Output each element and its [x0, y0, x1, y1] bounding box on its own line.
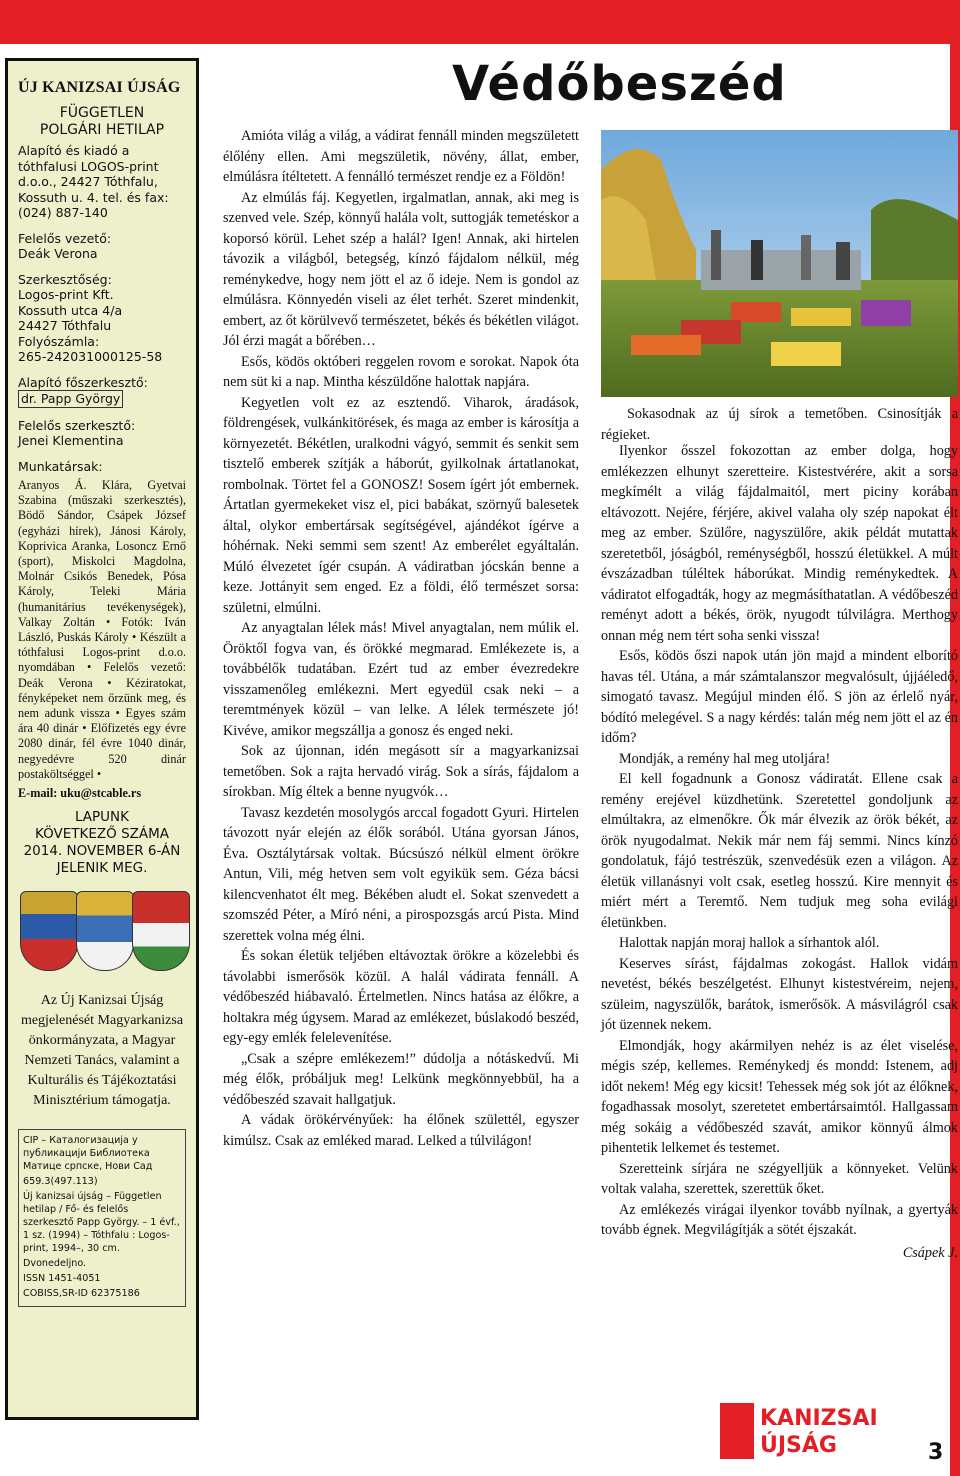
paragraph: „Csak a szépre emlékezem!” dúdolja a nótáskedvű. Mi még élők, próbáljuk meg! Lelkünk megkönnyebbül, ha a védőbeszéd szavait hallgatjuk.	[223, 1050, 579, 1108]
account-label: Folyószámla:	[18, 333, 100, 349]
staff-label: Munkatársak:	[18, 458, 103, 474]
logo-text-top: KANIZSAI	[760, 1406, 878, 1431]
article-column-1	[223, 126, 579, 1151]
logo-text-bottom: ÚJSÁG	[760, 1433, 837, 1458]
next-issue-notice: LAPUNK KÖVETKEZŐ SZÁMA 2014. NOVEMBER 6-ÁN JELENIK MEG.	[23, 809, 181, 877]
article-author: Csápek J.	[902, 1244, 958, 1261]
paragraph: A vádak örökérvényűek: ha élőnek születtél, egyszer kimúlsz. Csak az emléked marad. Lelked a túlvilágon!	[223, 1112, 579, 1149]
contact-email: E-mail: uku@stcable.rs	[18, 786, 142, 801]
newspaper-logo	[720, 1403, 880, 1463]
paragraph: Tavasz kezdetén mosolygós arccal fogadott Gyuri. Hirtelen távozott nyár elején az élők sorából. Utána gyorsan János, Éva. Osztálytársak voltak. Búcsúszó nélkül elment örökre Antun, Vili, még hetven sem volt egyikük sem. Géza bácsi kilencvenhatot élt meg. Békében aludt el. Sokat szenvedett a szomszéd Péter, a Míró néni, a pirospozsgás arcú Pista. Mind szerettek volna még élni.	[223, 804, 579, 944]
photo-caption: Sokasodnak az új sírok a temetőben. Csinosítják a régieket.	[601, 406, 958, 443]
founding-editor-name: dr. Papp György	[18, 390, 123, 408]
founder-info: Alapító és kiadó a tóthfalusi LOGOS-print d.o.o., 24427 Tóthfalu, Kossuth u. 4. tel. és fax: (024) 887-140	[18, 143, 169, 220]
paragraph: Ilyenkor ősszel fokozottan az ember dolga, hogy emlékezzen elhunyt szeretteire. Kistestvérére, akit a sorsa megkímélt a világ fájdalmaitól, mert piciny korában eltávozott. Nejére, férjére, akivel valaha oly szép napokat élt meg az ember. Szülőre, nagyszülőre, akik példát mutattak szeretetből, jóságból, reménységből, hosszú életükkel. A múlt évszázadban túléltek háborúkat. Mindig reménykedtek. A vádiratot elfogadták, hogy az megmásíthatatlan. A védőbeszéd reményt adott a békés, örök, nyugodt túlvilágra. Merthogy onnan még nem tért soha senki vissza!	[601, 443, 958, 644]
paragraph: Sok az újonnan, idén megásott sír a magyarkanizsai temetőben. Sok a rajta hervadó virág. Sok a sírás, fájdalom a sírokban. Míg éltek a benne nyugvók…	[223, 743, 579, 800]
editor-label: Felelős szerkesztő:	[18, 417, 136, 433]
paragraph: Elmondják, hogy akármilyen nehéz is az élet viselése, mégis szép, kellemes. Reménykedj és mondd: Istenem, adj időt nekem! Még egy kicsit! Tehessek még sok jót az élőknek, fogadhassak mosolyt, szeretetet embertársaimtól. Hallgassam még sokáig a védőbeszéd szavát, amikor könnyű álmok pihentetik lelkemet és testemet.	[601, 1037, 958, 1156]
paragraph: El kell fogadnunk a Gonosz vádiratát. Ellene csak a remény erejével küzdhetünk. Szeretettel gondoljunk az elmúltakra, az elmenőkre. Ők már élvezik az örök békét, az örök nyugodalmat. Nekik már nem fáj semmi. Nincs kínzó gondolatuk, fájó testrészük, szenvedésük ezen a világon. Az életük villanásnyi volt csak, esetleg hosszú. Kire mennyit és miért mért a Teremtő. Nem tudjuk meg soha evilági életünkben.	[601, 771, 958, 931]
article-column-2	[601, 441, 958, 1263]
paragraph: Kegyetlen volt ez az esztendő. Viharok, áradások, földrengések, vulkánkitörések, és maga az ember is károsítja a környezetét. Békétlen, uralkodni vágyó, semmit és senkit sem tisztelő emberek szítják a háborút, gyilkolnak ártatlanokat, rombolnak. Törtet fel a GONOSZ! Sosem ígért jót embernek. Ártatlan gyermekeket visz el, pici babákat, szörnyű balesetek által, olykor embertársak segítségével, ajándékot ígérve a hóhérnak. Neki semmi sem szent! Az emberélet egyáltalán. Múló élvezetet ígér csupán. A vádiratban jócskán benne a keze. Jottányit sem enged. Ez a földi, élő természet sorsa: születni, elmúlni.	[223, 394, 579, 616]
editor-name: Jenei Klementina	[18, 433, 124, 448]
logo-mark-icon	[720, 1403, 754, 1459]
paragraph: Esős, ködös októberi reggelen rovom e sorokat. Napok óta nem süt ki a nap. Mintha készüldőne halottak napjára.	[223, 353, 579, 390]
paragraph: Amióta világ a világ, a vádirat fennáll minden megszületett élőlény ellen. Ami megszületik, növény, állat, ember, elmúlásra ítéltetett. A fennálló természet rendje ez a Földön!	[223, 128, 579, 185]
editorial-label: Szerkesztőség:	[18, 271, 112, 287]
page-number: 3	[928, 1440, 944, 1465]
editorial-city: 24427 Tóthfalu	[18, 318, 112, 333]
coats-of-arms	[18, 891, 186, 981]
independent-label: FÜGGETLEN POLGÁRI HETILAP	[39, 105, 165, 138]
staff-list: Aranyos Á. Klára, Gyetvai Szabina (műszaki szerkesztés), Bödő Sándor, Csápek József (egyházi hírek), Jánosi Károly, Koprivica Aranka, Losoncz Ernő (sport), Miskolci Magdolna, Molnár Csikós Benedek, Pósa Károly, Teleki Mária (humanitárius tevékenységek), Valkay Zoltán • Fotók: Iván László, Puskás Károly • Készült a tóthfalusi Logos-print d.o.o. nyomdában • Felelős vezető: Deák Verona • Kéziratokat, fényképeket nem őrzünk meg, és nem adunk vissza • Egyes szám ára 40 dinár • Előfizetés egy évre 2080 dinár, fél évre 1040 dinár, negyedévre 520 dinár postaköltséggel •	[18, 478, 186, 781]
top-red-bar	[0, 0, 960, 44]
paragraph: És sokan életük teljében eltávoztak örökre a közelebbi és távolabbi ismerősök közül. A halál vádirata fennáll. A védőbeszéd hiábavaló. Értelmetlen. Nincs hatása az élőkre, a holtakra még úgysem. Marad az emlékezet, búslakodó beszéd, egy-egy emlék felelevenítése.	[223, 948, 579, 1046]
article-title: Védőbeszéd	[452, 56, 787, 112]
founding-editor-label: Alapító főszerkesztő:	[18, 374, 148, 390]
paragraph: Halottak napján moraj hallok a sírhantok alól.	[619, 935, 880, 951]
director-label: Felelős vezető:	[18, 230, 112, 246]
coat-of-arms-icon	[20, 891, 78, 971]
paragraph: Szeretteink sírjára ne szégyelljük a könnyeket. Velünk voltak valaha, szerettek, szerettük őket.	[601, 1160, 958, 1197]
editorial-address: Kossuth utca 4/a	[18, 302, 123, 318]
paragraph: Esős, ködös őszi napok után jön majd a mindent elborító havas tél. Utána, a már számtalanszor megvalósult, újjáéledő, simogató tavasz. Megújul minden élő. S jön az érlelő nyár, bódító melegével. S a nagy kérdés: talán még nem jött el az én időm?	[601, 648, 958, 746]
coat-of-arms-icon	[132, 891, 190, 971]
editorial-name: Logos-print Kft.	[18, 287, 114, 302]
coat-of-arms-icon	[76, 891, 134, 971]
paragraph: Az anyagtalan lélek más! Mivel anyagtalan, nem múlik el. Öröktől fogva van, és örökké megmarad. Emlékezete is, a továbbélők tudatában. Ezért tud az ember évezredekre visszamenőleg emlékezni. Mert egyedül csak neki – a teremtmények közül – van lelke. A lélek természete jó! Kivéve, amikor megszállja a gonosz és enged neki.	[223, 620, 579, 739]
paragraph: Az emlékezés virágai ilyenkor tovább nyílnak, a gyertyák tovább égnek. Megvilágítják a sötét éjszakát.	[601, 1201, 958, 1238]
account-number: 265-242031000125-58	[18, 349, 163, 364]
support-notice: Az Új Kanizsai Újság megjelenését Magyarkanizsa önkormányzata, a Magyar Nemzeti Tanács, valamint a Kulturális és Tájékoztatási Minisztérium támogatja.	[20, 993, 184, 1109]
director-name: Deák Verona	[18, 246, 98, 261]
cemetery-photo	[601, 130, 958, 397]
imprint-sidebar	[5, 58, 199, 1420]
cip-record: CIP – Каталогизација у публикацији Библиотека Матице српске, Нови Сад 659.3(497.113) Új kanizsai újság – Független hetilap / Fő- és felelős szerkesztő Papp György. – 1 évf., 1 sz. (1994) – Tóthfalu : Logos-print, 1994–, 30 cm. Dvonedeljno. ISSN 1451-4051 COBISS,SR-ID 62375186	[18, 1129, 186, 1307]
paragraph: Az elmúlás fáj. Kegyetlen, irgalmatlan, annak, aki meg is szenved vele. Szép, könnyű halála volt, suttogják temetéskor a koporsó körül. Lehet szép a halál? Igen! Annak, aki hirtelen távozik a világból, betegség, kínzó fájdalom nélkül, még reménykedve, hogy nem jött el az ő ideje. Nem is gondol az elmúlásra. Könnyedén viseli az élet terhét. Szeret mindenkit, embert, az őt körülvevő természetet, békés és békétlen világot. Jól érzi magát a bőrében…	[223, 189, 579, 349]
masthead-title: ÚJ KANIZSAI ÚJSÁG	[18, 79, 181, 96]
paragraph: Mondják, a remény hal meg utoljára!	[619, 750, 831, 767]
paragraph: Keserves sírást, fájdalmas zokogást. Hallok vidám nevetést, békés beszélgetést. Elhunyt kistestvéreim, nejem, szüleim, nagyszülők, barátok, ismerősök. A másvilágról csak jót üzennek nekem.	[601, 955, 958, 1033]
